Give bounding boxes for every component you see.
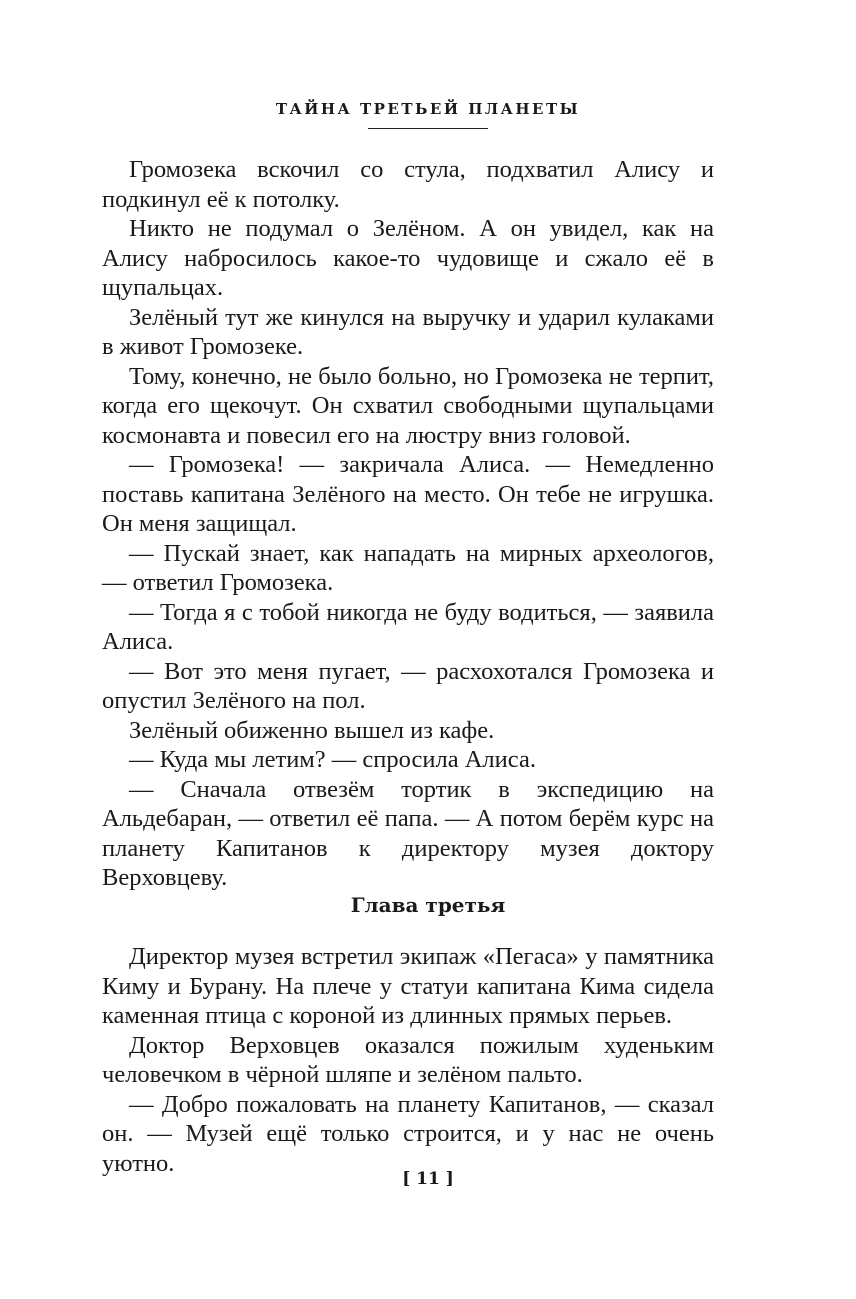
paragraph: Директор музея встретил экипаж «Пегаса» у памятника Киму и Бурану. На плече у статуи капитана Кима сидела каменная птица с короной из длинных прямых перьев. [102,943,714,1029]
running-head: ТАЙНА ТРЕТЬЕЙ ПЛАНЕТЫ [275,100,581,118]
text-block-after-chapter [102,942,714,1178]
running-head-rule [368,128,488,129]
paragraph: Никто не подумал о Зелёном. А он увидел, как на Алису набросилось какое-то чудовище и сжало её в щупальцах. [102,215,714,301]
paragraph: Доктор Верховцев оказался пожилым худеньким человечком в чёрной шляпе и зелёном пальто. [102,1031,714,1088]
paragraph: Тому, конечно, не было больно, но Громозека не терпит, когда его щекочут. Он схватил свободными щупальцами космонавта и повесил его на люстру вниз головой. [102,362,714,449]
paragraph: Громозека вскочил со стула, подхватил Алису и подкинул её к потолку. [102,156,714,213]
paragraph: — Сначала отвезём тортик в экспедицию на Альдебаран, — ответил её папа. — А потом берём курс на планету Капитанов к директору музея доктору Верховцеву. [102,775,714,891]
paragraph: — Вот это меня пугает, — расхохотался Громозека и опустил Зелёного на пол. [102,657,714,714]
page-number: [ 11 ] [402,1169,454,1189]
paragraph: Зелёный обиженно вышел из кафе. [129,716,495,744]
paragraph: — Куда мы летим? — спросила Алиса. [129,746,536,773]
paragraph: — Громозека! — закричала Алиса. — Немедленно поставь капитана Зелёного на место. Он тебе не игрушка. Он меня защищал. [102,451,714,537]
chapter-title: Глава третья [350,893,506,917]
paragraph: — Тогда я с тобой никогда не буду водиться, — заявила Алиса. [102,598,714,655]
paragraph: — Добро пожаловать на планету Капитанов, — сказал он. — Музей ещё только строится, и у нас не очень уютно. [102,1090,714,1177]
text-block-before-chapter [102,155,714,893]
paragraph: — Пускай знает, как нападать на мирных археологов, — ответил Громозека. [102,539,714,596]
paragraph: Зелёный тут же кинулся на выручку и ударил кулаками в живот Громозеке. [102,303,714,360]
